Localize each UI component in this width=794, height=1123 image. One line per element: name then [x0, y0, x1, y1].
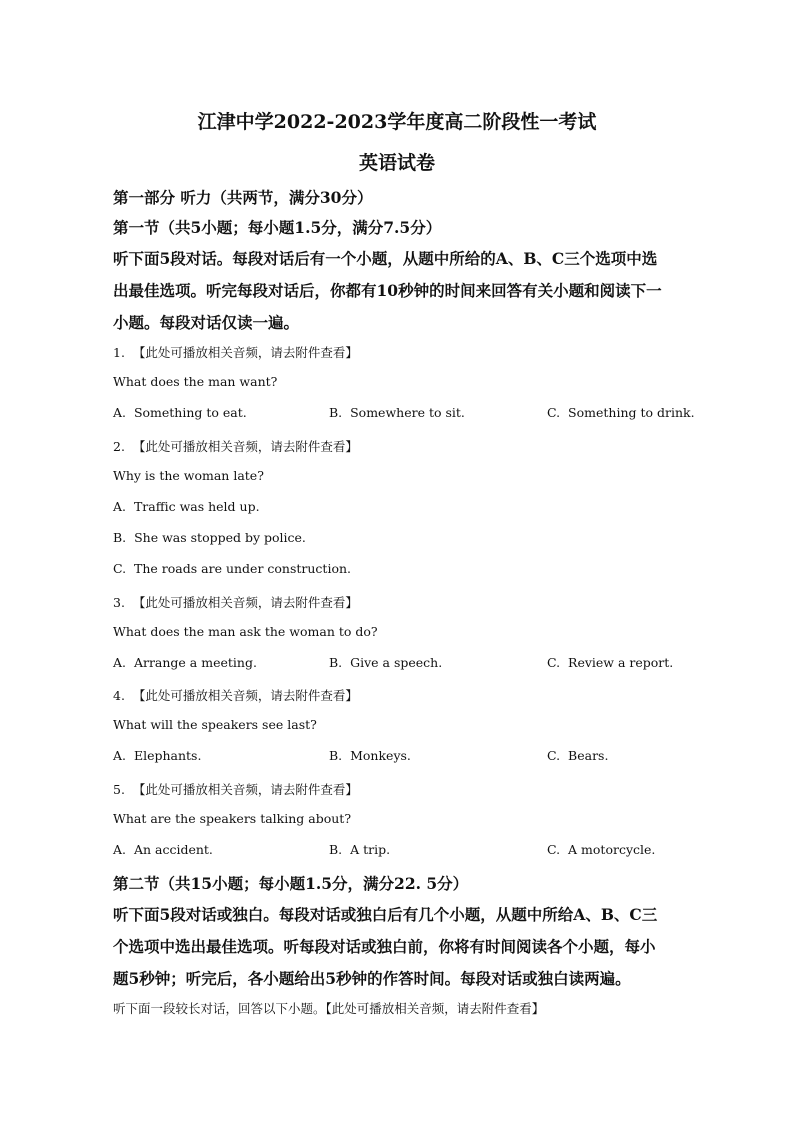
question-5-option-a: A. An accident.: [113, 842, 213, 857]
section1-instruction-line: 出最佳选项。听完每段对话后，你都有10秒钟的时间来回答有关小题和阅读下一: [113, 281, 662, 300]
part1-heading: 第一部分 听力（共两节，满分30分）: [113, 188, 373, 207]
question-3-stem: What does the man ask the woman to do?: [113, 624, 378, 639]
question-2-stem: Why is the woman late?: [113, 468, 264, 483]
question-3-label: 3. 【此处可播放相关音频，请去附件查看】: [113, 595, 358, 610]
question-4-stem: What will the speakers see last?: [113, 717, 317, 732]
question-5-option-b: B. A trip.: [329, 842, 391, 857]
question-1-stem: What does the man want?: [113, 374, 278, 389]
question-2-option-b: B. She was stopped by police.: [113, 530, 306, 545]
question-2-label: 2. 【此处可播放相关音频，请去附件查看】: [113, 439, 358, 454]
section2-heading: 第二节（共15小题；每小题1.5分，满分22. 5分）: [113, 874, 469, 893]
question-4-option-b: B. Monkeys.: [329, 748, 411, 763]
question-4-option-c: C. Bears.: [547, 748, 609, 763]
question-1-label: 1. 【此处可播放相关音频，请去附件查看】: [113, 345, 358, 360]
section1-instruction-line: 听下面5段对话。每段对话后有一个小题，从题中所给的A、B、C三个选项中选: [113, 249, 658, 268]
section2-instruction-line: 个选项中选出最佳选项。听每段对话或独白前，你将有时间阅读各个小题，每小: [113, 937, 656, 956]
section1-heading: 第一节（共5小题；每小题1.5分，满分7.5分）: [113, 218, 442, 237]
question-2-option-c: C. The roads are under construction.: [113, 561, 352, 576]
section2-instruction-line: 听下面5段对话或独白。每段对话或独白后有几个小题，从题中所给A、B、C三: [113, 905, 658, 924]
question-5-option-c: C. A motorcycle.: [547, 842, 656, 857]
question-3-option-c: C. Review a report.: [547, 655, 674, 670]
section2-audio-note: 听下面一段较长对话，回答以下小题。【此处可播放相关音频，请去附件查看】: [113, 1001, 545, 1016]
question-1-option-c: C. Something to drink.: [547, 405, 695, 420]
section1-instruction-line: 小题。每段对话仅读一遍。: [113, 313, 300, 332]
exam-title: 江津中学2022-2023学年度高二阶段性一考试: [197, 111, 597, 133]
question-1-option-a: A. Something to eat.: [113, 405, 247, 420]
question-4-option-a: A. Elephants.: [113, 748, 202, 763]
question-5-stem: What are the speakers talking about?: [113, 811, 352, 826]
question-2-option-a: A. Traffic was held up.: [113, 499, 260, 514]
question-5-label: 5. 【此处可播放相关音频，请去附件查看】: [113, 782, 358, 797]
question-3-option-b: B. Give a speech.: [329, 655, 443, 670]
question-4-label: 4. 【此处可播放相关音频，请去附件查看】: [113, 688, 358, 703]
section2-instruction-line: 题5秒钟；听完后，各小题给出5秒钟的作答时间。每段对话或独白读两遍。: [113, 969, 631, 988]
question-3-option-a: A. Arrange a meeting.: [113, 655, 257, 670]
question-1-option-b: B. Somewhere to sit.: [329, 405, 465, 420]
exam-subtitle: 英语试卷: [358, 152, 435, 174]
